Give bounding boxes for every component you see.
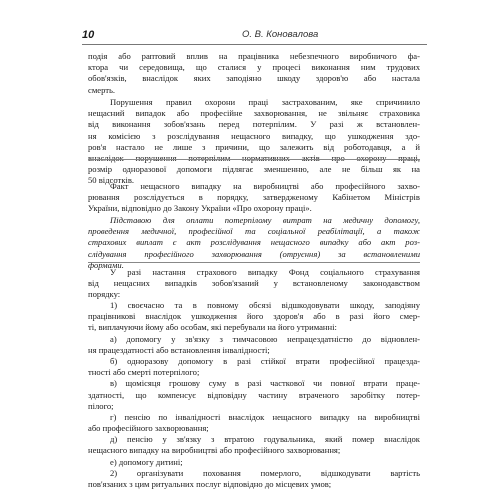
box-bottom-rule [88,262,420,263]
text-line: нещасний випадок або професійне захворювання, не звільняє страховика [88,108,420,119]
text-line: проведення медичної, професійної та соціальної реабілітації, а також [88,226,420,237]
list-item-line: ня працездатності або встановлення інвалідності; [88,344,270,355]
list-item-line: здатності, що компенсує відповідну частину втраченого заробітку потер- [88,389,420,400]
text-line: порядку: [88,289,121,300]
list-item-line: нещасного випадку на виробництві або професійного захворювання; [88,445,341,456]
paragraph-3 [88,181,420,215]
list-item-line: тності або смерті потерпілого; [88,367,200,378]
list-item-line: пілого; [88,400,114,411]
text-line: України, відповідно до Закону України «Про охорону праці». [88,203,312,214]
text-line: подія або раптовий вплив на працівника небезпечного виробничого фа- [88,51,420,61]
text-line: Порушення правил охорони праці застрахованим, яке спричинило [110,97,420,107]
text-line: ров'я настало не лише з причини, що залежить від роботодавця, а й [88,141,420,152]
header-rule [82,44,427,45]
paragraph-5 [88,267,420,301]
text-line: Підставою для оплати потерпілому витрат на медичну допомогу, [110,215,420,225]
list-item-line: а) допомогу у зв'язку з тимчасовою непрацездатністю до відновлен- [110,333,420,344]
text-line: ня комісією з розслідування нещасного випадку, що ушкодження здо- [88,130,420,141]
list-item-line: в) щомісяця грошову суму в разі часткової чи повної втрати праце- [110,378,420,389]
list-item-line: е) допомогу дитині; [110,456,183,467]
list-item-line: д) пенсію у зв'язку з втратою годувальника, який помер внаслідок [110,434,420,445]
text-line: ктора чи середовища, що сталися у процесі виконання ним трудових [88,62,420,73]
paragraph-1 [88,51,420,96]
paragraph-2 [88,97,420,187]
list-item-line: б) одноразову допомогу в разі стійкої втрати професійної працезда- [110,355,420,366]
text-line: 50 відсотків. [88,175,135,186]
text-line: страхових виплат є акт розслідування нещасного випадку або акт роз- [88,237,420,248]
text-line: рювання розслідується в порядку, затвердженому Кабінетом Міністрів [88,192,420,203]
text-line: від виконання зобов'язань перед потерпілим. У разі ж встановлен- [88,119,420,130]
list-item-line: або професійного захворювання; [88,423,209,434]
page-header [82,29,427,45]
list-item-line: працівникові внаслідок ушкодження його здоров'я або в разі його смер- [88,311,420,322]
obligations-list [88,300,420,490]
box-top-rule [88,159,420,160]
text-line: розмір одноразової допомоги підлягає зменшенню, але не більш як на [88,164,420,175]
list-item-line: пов'язаних з цим ритуальних послуг відповідно до місцевих умов; [88,479,332,489]
text-line: слідування професійного захворювання (отруєння) за встановленими [88,248,420,259]
text-line: Факт нещасного випадку на виробництві або професійного захво- [110,181,420,191]
text-line: смерть. [88,84,116,95]
text-line: У разі настання страхового випадку Фонд соціального страхування [110,267,420,277]
page-number: 10 [82,29,95,41]
list-item-line: г) пенсію по інвалідності внаслідок нещасного випадку на виробництві [110,411,420,422]
text-line: від нещасних випадків зобов'язаний у встановленому законодавством [88,278,420,289]
list-item-line: 1) своєчасно та в повному обсязі відшкодовувати шкоду, заподіяну [110,300,420,310]
text-line: формами. [88,259,124,270]
list-item-line: 2) організувати поховання померлого, відшкодувати вартість [110,467,420,478]
list-item-line: ті, виплачуючи йому або особам, які перебували на його утриманні: [88,322,337,333]
running-author: О. В. Коновалова [242,29,319,40]
text-line: обов'язків, внаслідок яких заподіяно шкоду здоров'ю або настала [88,73,420,84]
text-line: внаслідок порушення потерпілим нормативних актів про охорону праці, [88,152,420,163]
